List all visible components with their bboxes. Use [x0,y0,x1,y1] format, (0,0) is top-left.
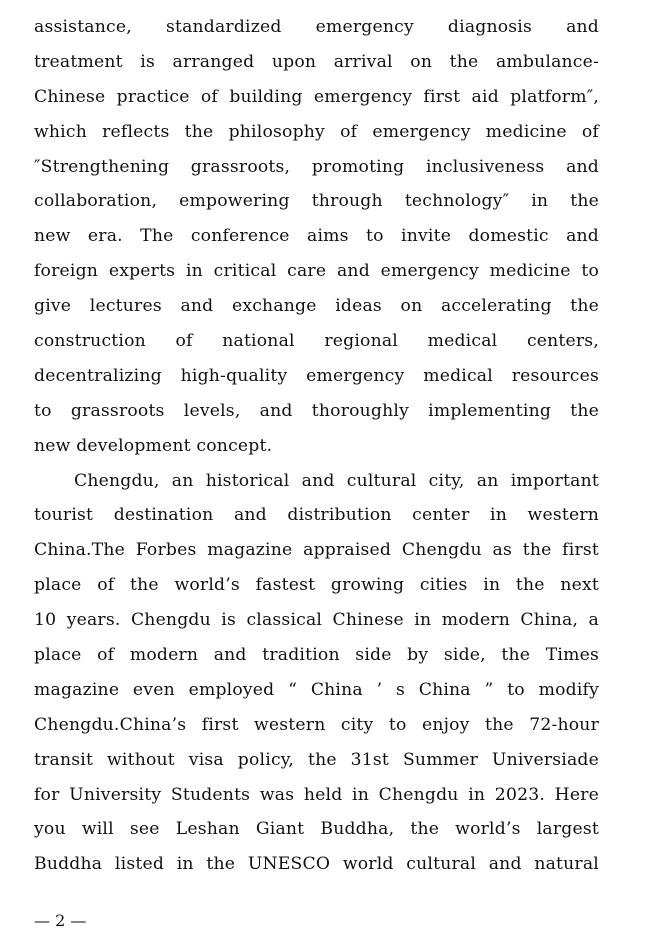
text-line: assistance, standardized emergency diagnosis and [34,17,599,37]
text-line: Chengdu.China’s first western city to enjoy the 72-hour [34,714,599,735]
text-line: construction of national regional medical centers, [34,331,599,352]
text-line: Buddha listed in the UNESCO world cultural and natural [34,854,599,875]
text-line: collaboration, empowering through technology″ in the [34,191,599,212]
text-line: which reflects the philosophy of emergency medicine of [34,121,599,142]
text-line: give lectures and exchange ideas on accelerating the [34,296,599,317]
text-line: new era. The conference aims to invite domestic and [34,226,599,247]
text-line: to grassroots levels, and thoroughly implementing the [34,400,599,421]
text-line: 10 years. Chengdu is classical Chinese in modern China, a [34,610,599,631]
body-text [34,12,599,884]
text-line: tourist destination and distribution center in western [34,505,599,526]
text-line: treatment is arranged upon arrival on the ambulance- [34,51,599,72]
text-line: place of the world’s fastest growing cities in the next [34,575,599,596]
page-number: — 2 — [34,911,87,930]
text-line: magazine even employed “ China ’ s China ” to modify [34,679,599,700]
text-line-last: new development concept. [34,435,273,456]
text-line: decentralizing high-quality emergency medical resources [34,365,599,386]
text-line: place of modern and tradition side by side, the Times [34,645,599,666]
text-line: Chinese practice of building emergency first aid platform″, [34,86,599,107]
text-line: China.The Forbes magazine appraised Chengdu as the first [34,540,599,561]
text-line: ″Strengthening grassroots, promoting inclusiveness and [34,156,599,177]
text-line: for University Students was held in Chengdu in 2023. Here [34,784,599,805]
text-line: you will see Leshan Giant Buddha, the world’s largest [34,819,599,840]
text-line: transit without visa policy, the 31st Summer Universiade [34,749,599,770]
text-line-first-indented: Chengdu, an historical and cultural city, an important [74,470,599,491]
text-line: foreign experts in critical care and emergency medicine to [34,261,599,282]
